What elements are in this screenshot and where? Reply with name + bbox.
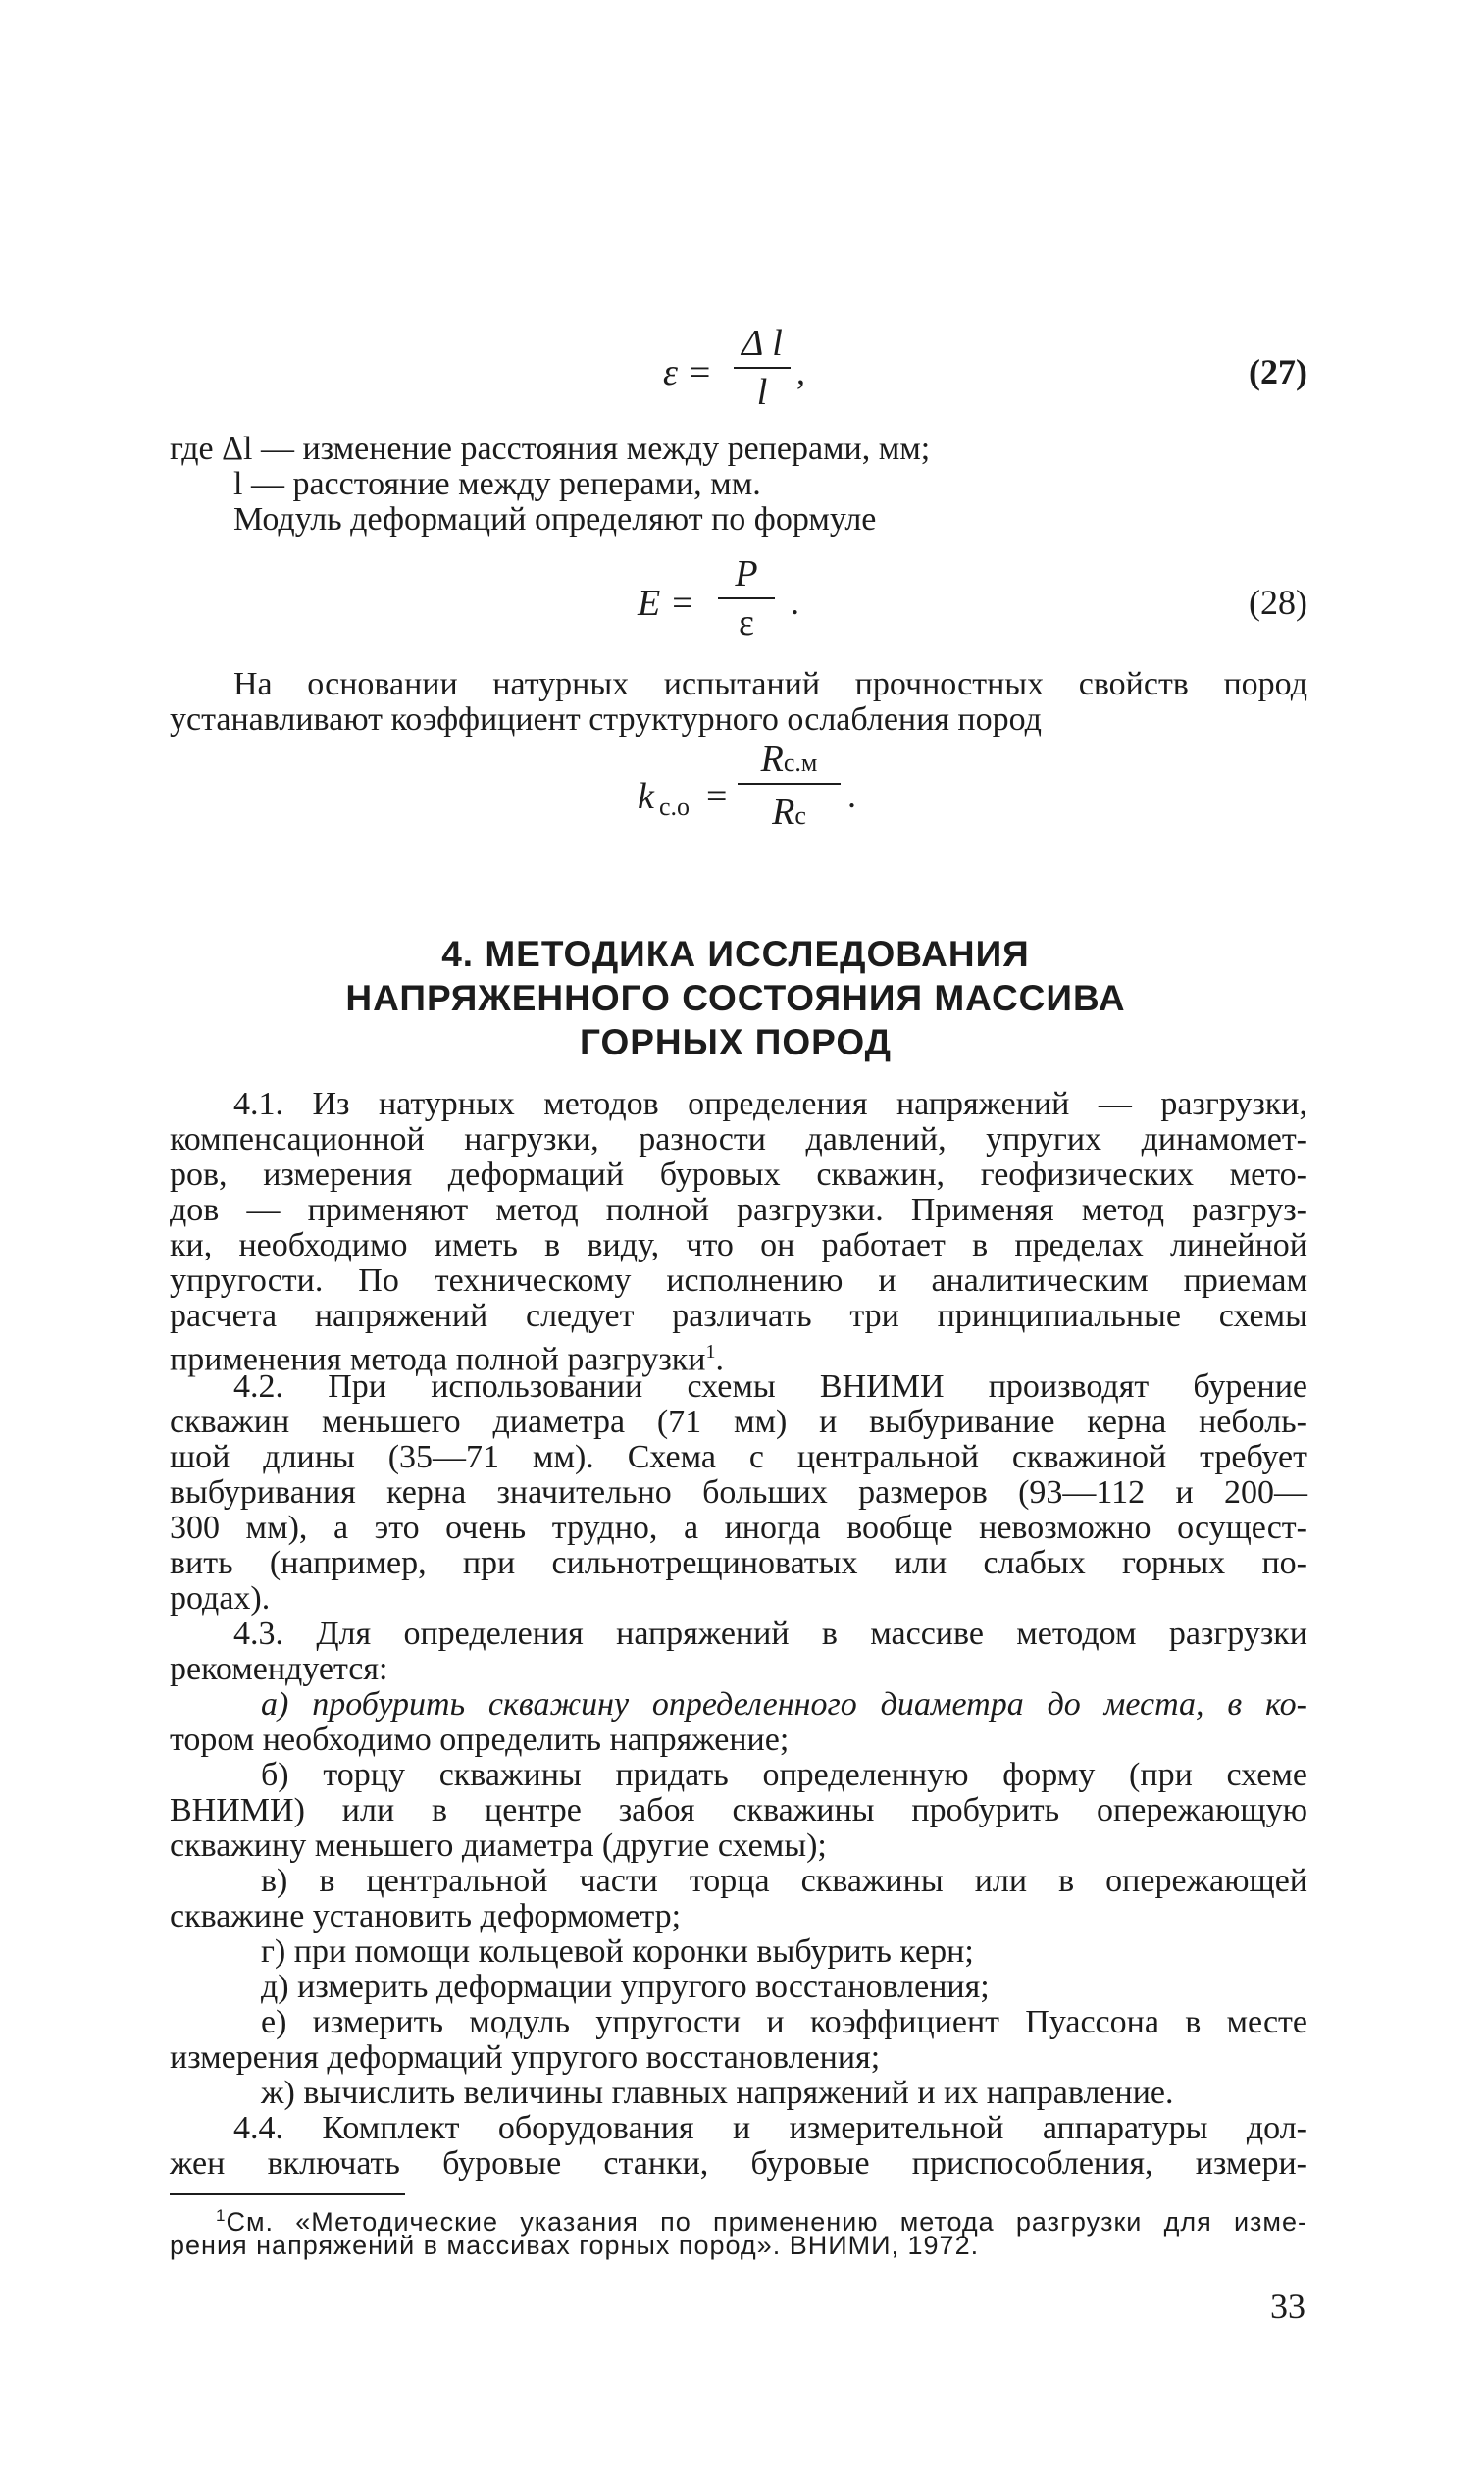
footnote-marker: 1 bbox=[705, 1341, 716, 1363]
p41-line-1: 4.1. Из натурных методов определения напряжений — разгрузки, bbox=[233, 1086, 1307, 1122]
formula-27-comma: , bbox=[796, 352, 805, 391]
item-a-line-1: а) пробурить скважину определенного диаметра до места, в ко- bbox=[261, 1686, 1307, 1723]
formula-27-fraction bbox=[734, 324, 791, 412]
p42-line-6: вить (например, при сильнотрещиноватых или слабых горных по- bbox=[170, 1545, 1307, 1581]
item-v-line-2: скважине установить деформометр; bbox=[170, 1898, 682, 1934]
item-zh: ж) вычислить величины главных напряжений и их направление. bbox=[261, 2076, 1307, 2111]
where-line-2: l — расстояние между реперами, мм. bbox=[233, 466, 761, 502]
where-line-3: Модуль деформаций определяют по формуле bbox=[233, 501, 877, 538]
item-e-line-1: е) измерить модуль упругости и коэффициент Пуассона в месте bbox=[261, 2004, 1307, 2040]
formula-27-denominator: l bbox=[756, 372, 768, 413]
coef-paragraph-line-1: На основании натурных испытаний прочностных свойств пород bbox=[233, 666, 1307, 702]
item-e-line-2: измерения деформаций упругого восстановления; bbox=[170, 2039, 881, 2076]
item-b-line-1: б) торцу скважины придать определенную форму (при схеме bbox=[261, 1757, 1307, 1793]
p44-line-1: 4.4. Комплект оборудования и измерительной аппаратуры дол- bbox=[233, 2110, 1307, 2146]
item-b-line-3: скважину меньшего диаметра (другие схемы); bbox=[170, 1827, 827, 1864]
p42-line-3: шой длины (35—71 мм). Схема с центральной скважиной требует bbox=[170, 1439, 1307, 1475]
coef-paragraph-line-2: устанавливают коэффициент структурного ослабления пород bbox=[170, 701, 1042, 738]
page-number: 33 bbox=[1270, 2287, 1305, 2326]
section-heading-line-3: ГОРНЫХ ПОРОД bbox=[579, 1022, 893, 1062]
formula-27-lhs: ε = bbox=[663, 352, 713, 393]
formula-k-fraction bbox=[738, 738, 841, 834]
formula-28-dot: . bbox=[791, 583, 799, 622]
where-line-1: где Δl — изменение расстояния между реперами, мм; bbox=[170, 431, 931, 467]
p41-line-8: применения метода полной разгрузки$^1$. bbox=[170, 1341, 725, 1378]
p44-line-2: жен включать буровые станки, буровые приспособления, измери- bbox=[170, 2145, 1307, 2182]
formula-28-fraction bbox=[718, 554, 775, 643]
item-v-line-1: в) в центральной части торца скважины или в опережающей bbox=[261, 1863, 1307, 1899]
p42-line-2: скважин меньшего диаметра (71 мм) и выбуривание керна неболь- bbox=[170, 1404, 1307, 1440]
item-b-line-2: ВНИМИ) или в центре забоя скважины пробурить опережающую bbox=[170, 1792, 1307, 1828]
item-a-line-2: тором необходимо определить напряжение; bbox=[170, 1722, 790, 1758]
equation-number-27: (27) bbox=[1249, 352, 1307, 391]
equation-number-28: (28) bbox=[1249, 583, 1307, 622]
footnote-rule bbox=[170, 2193, 405, 2195]
formula-k-lhs-subscript: с.о bbox=[659, 793, 691, 821]
formula-k-numerator-subscript: с.м bbox=[783, 748, 818, 777]
footnote-line-2: рения напряжений в массивах горных пород». ВНИМИ, 1972. bbox=[170, 2231, 980, 2260]
footnote-mark: 1 bbox=[216, 2206, 227, 2225]
item-d: д) измерить деформации упругого восстановления; bbox=[261, 1969, 990, 2005]
formula-27-numerator: Δ l bbox=[742, 323, 783, 364]
formula-k-numerator: R bbox=[760, 739, 784, 780]
p41-line-6: упругости. По техническому исполнению и аналитическим приемам bbox=[170, 1262, 1307, 1299]
formula-28-numerator: P bbox=[735, 553, 758, 594]
p43-line-1: 4.3. Для определения напряжений в массиве методом разгрузки bbox=[233, 1616, 1307, 1652]
formula-k-denominator-subscript: с bbox=[794, 801, 806, 830]
section-heading-line-1: 4. МЕТОДИКА ИССЛЕДОВАНИЯ bbox=[441, 934, 1030, 974]
p43-line-2: рекомендуется: bbox=[170, 1651, 388, 1687]
section-heading-line-2: НАПРЯЖЕННОГО СОСТОЯНИЯ МАССИВА bbox=[345, 978, 1126, 1018]
formula-k-denominator: R bbox=[772, 792, 795, 833]
fraction-bar bbox=[734, 367, 791, 369]
p42-line-4: выбуривания керна значительно больших размеров (93—112 и 200— bbox=[170, 1474, 1307, 1511]
footnote-text-1: См. «Методические указания по применению метода разгрузки для изме- bbox=[226, 2207, 1307, 2237]
fraction-bar bbox=[718, 597, 775, 599]
item-g: г) при помощи кольцевой коронки выбурить керн; bbox=[261, 1933, 974, 1970]
formula-28-lhs: E = bbox=[638, 583, 695, 624]
p41-line-7: расчета напряжений следует различать три принципиальные схемы bbox=[170, 1298, 1307, 1334]
p41-line-2: компенсационной нагрузки, разности давлений, упругих динамомет- bbox=[170, 1121, 1307, 1157]
p41-line-5: ки, необходимо иметь в виду, что он работает в пределах линейной bbox=[170, 1227, 1307, 1263]
formula-k-equals: = bbox=[706, 776, 728, 817]
p41-line-4: дов — применяют метод полной разгрузки. Применяя метод разгруз- bbox=[170, 1192, 1307, 1228]
formula-k-dot: . bbox=[847, 776, 856, 815]
p41-line-3: ров, измерения деформаций буровых скважин, геофизических мето- bbox=[170, 1157, 1307, 1193]
p42-line-7: родах). bbox=[170, 1580, 271, 1617]
formula-k-lhs: k bbox=[638, 776, 654, 817]
p42-line-5: 300 мм), а это очень трудно, а иногда вообще невозможно осущест- bbox=[170, 1510, 1307, 1546]
p41-line-8-text: применения метода полной разгрузки bbox=[170, 1341, 706, 1378]
formula-28-denominator: ε bbox=[739, 602, 754, 643]
fraction-bar bbox=[738, 783, 841, 785]
p42-line-1: 4.2. При использовании схемы ВНИМИ производят бурение bbox=[233, 1368, 1307, 1405]
